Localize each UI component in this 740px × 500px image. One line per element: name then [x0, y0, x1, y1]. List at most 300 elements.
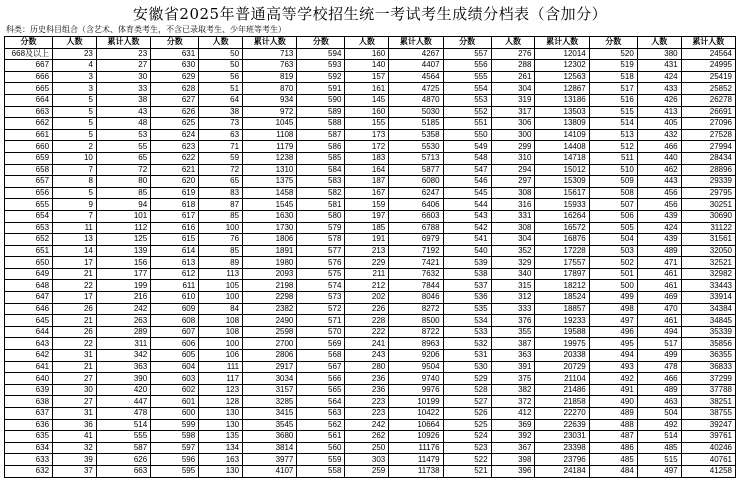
table-cell: 651 [5, 245, 53, 257]
table-cell: 555 [96, 431, 150, 443]
table-cell: 26 [53, 303, 97, 315]
table-cell: 185 [345, 222, 389, 234]
table-cell: 616 [151, 222, 199, 234]
column-header: 人数 [345, 37, 389, 49]
table-cell: 1108 [243, 129, 297, 141]
table-cell: 213 [345, 245, 389, 257]
table-cell: 443 [637, 176, 681, 188]
table-cell: 524 [443, 431, 491, 443]
table-cell: 4407 [389, 60, 443, 72]
table-cell: 23 [53, 48, 97, 60]
table-cell: 36833 [681, 361, 735, 373]
table-cell: 164 [345, 164, 389, 176]
table-row [5, 442, 736, 454]
table-cell: 21 [53, 315, 97, 327]
table-cell: 308 [491, 222, 535, 234]
table-cell: 308 [491, 187, 535, 199]
table-row [5, 292, 736, 304]
table-header-row [5, 37, 736, 49]
table-cell: 145 [345, 94, 389, 106]
table-cell: 342 [96, 350, 150, 362]
table-row [5, 257, 736, 269]
table-cell: 84 [199, 303, 243, 315]
table-cell: 934 [243, 94, 297, 106]
table-cell: 503 [589, 245, 637, 257]
table-cell: 242 [345, 419, 389, 431]
table-cell: 197 [345, 210, 389, 222]
column-header: 分数 [5, 37, 53, 49]
table-cell: 38 [96, 94, 150, 106]
table-cell: 543 [443, 210, 491, 222]
table-cell: 300 [491, 129, 535, 141]
column-header: 人数 [637, 37, 681, 49]
table-cell: 27994 [681, 141, 735, 153]
table-cell: 551 [443, 118, 491, 130]
table-cell: 628 [151, 83, 199, 95]
table-cell: 533 [443, 326, 491, 338]
table-cell: 9740 [389, 373, 443, 385]
table-cell: 463 [637, 396, 681, 408]
table-cell: 5 [53, 129, 97, 141]
table-cell: 515 [637, 454, 681, 466]
table-cell: 38755 [681, 408, 735, 420]
table-cell: 87 [199, 199, 243, 211]
table-cell: 34845 [681, 315, 735, 327]
table-cell: 4564 [389, 71, 443, 83]
table-cell: 497 [637, 465, 681, 477]
table-cell: 101 [96, 210, 150, 222]
table-cell: 654 [5, 210, 53, 222]
table-cell: 19233 [535, 315, 589, 327]
table-row [5, 315, 736, 327]
table-cell: 12563 [535, 71, 589, 83]
table-cell: 568 [297, 350, 345, 362]
table-cell: 560 [297, 442, 345, 454]
table-cell: 85 [96, 187, 150, 199]
table-cell: 559 [297, 454, 345, 466]
table-cell: 310 [491, 152, 535, 164]
table-cell: 641 [5, 361, 53, 373]
table-cell: 563 [297, 408, 345, 420]
table-cell: 519 [589, 60, 637, 72]
table-cell: 639 [5, 384, 53, 396]
table-cell: 6080 [389, 176, 443, 188]
table-cell: 396 [491, 465, 535, 477]
table-cell: 376 [491, 315, 535, 327]
table-cell: 556 [443, 60, 491, 72]
table-cell: 5877 [389, 164, 443, 176]
table-cell: 431 [637, 60, 681, 72]
table-cell: 5 [53, 106, 97, 118]
table-cell: 1045 [243, 118, 297, 130]
table-cell: 23 [96, 48, 150, 60]
table-cell: 540 [443, 245, 491, 257]
table-cell: 106 [199, 350, 243, 362]
table-cell: 599 [151, 419, 199, 431]
table-cell: 331 [491, 210, 535, 222]
table-cell: 226 [345, 303, 389, 315]
table-cell: 574 [297, 280, 345, 292]
table-cell: 657 [5, 176, 53, 188]
table-cell: 23398 [535, 442, 589, 454]
table-cell: 495 [589, 338, 637, 350]
table-cell: 489 [637, 245, 681, 257]
table-cell: 202 [345, 292, 389, 304]
table-cell: 2198 [243, 280, 297, 292]
table-cell: 83 [199, 187, 243, 199]
table-cell: 31 [53, 350, 97, 362]
table-row [5, 326, 736, 338]
table-row [5, 245, 736, 257]
table-cell: 26 [53, 326, 97, 338]
table-cell: 71 [199, 141, 243, 153]
table-cell: 37788 [681, 384, 735, 396]
table-cell: 456 [637, 187, 681, 199]
table-cell: 53 [96, 129, 150, 141]
table-cell: 10926 [389, 431, 443, 443]
table-cell: 31561 [681, 234, 735, 246]
table-cell: 494 [589, 350, 637, 362]
table-cell: 14 [53, 245, 97, 257]
table-cell: 15933 [535, 199, 589, 211]
table-cell: 22 [53, 338, 97, 350]
table-cell: 490 [589, 396, 637, 408]
table-cell: 363 [491, 350, 535, 362]
table-cell: 199 [96, 280, 150, 292]
table-cell: 183 [345, 152, 389, 164]
table-cell: 12302 [535, 60, 589, 72]
table-cell: 647 [5, 292, 53, 304]
table-cell: 611 [151, 280, 199, 292]
table-cell: 3 [53, 83, 97, 95]
table-cell: 16264 [535, 210, 589, 222]
table-cell: 662 [5, 118, 53, 130]
table-cell: 433 [637, 83, 681, 95]
table-cell: 4267 [389, 48, 443, 60]
table-cell: 38251 [681, 396, 735, 408]
table-cell: 25852 [681, 83, 735, 95]
table-cell: 9504 [389, 361, 443, 373]
table-cell: 597 [151, 442, 199, 454]
table-cell: 392 [491, 431, 535, 443]
table-cell: 541 [443, 234, 491, 246]
score-distribution-table [4, 36, 736, 478]
table-cell: 4725 [389, 83, 443, 95]
table-cell: 509 [589, 176, 637, 188]
table-cell: 41 [53, 431, 97, 443]
table-row [5, 338, 736, 350]
table-row [5, 361, 736, 373]
table-cell: 17 [53, 257, 97, 269]
table-cell: 15309 [535, 176, 589, 188]
table-cell: 633 [5, 454, 53, 466]
table-cell: 4107 [243, 465, 297, 477]
table-cell: 173 [345, 129, 389, 141]
table-cell: 516 [589, 94, 637, 106]
table-cell: 579 [297, 222, 345, 234]
table-cell: 39 [53, 454, 97, 466]
table-cell: 549 [443, 141, 491, 153]
table-cell: 28434 [681, 152, 735, 164]
table-cell: 363 [96, 361, 150, 373]
table-cell: 24995 [681, 60, 735, 72]
table-cell: 14109 [535, 129, 589, 141]
table-cell: 2490 [243, 315, 297, 327]
table-cell: 598 [151, 431, 199, 443]
table-cell: 2917 [243, 361, 297, 373]
page-title: 安徽省2025年普通高等学校招生统一考试考生成绩分档表（含加分） [132, 5, 608, 23]
table-cell: 85 [199, 210, 243, 222]
table-cell: 664 [5, 94, 53, 106]
table-cell: 16572 [535, 222, 589, 234]
table-cell: 582 [297, 187, 345, 199]
table-cell: 558 [297, 465, 345, 477]
table-cell: 424 [637, 71, 681, 83]
table-cell: 276 [491, 48, 535, 60]
table-cell: 216 [96, 292, 150, 304]
table-cell: 521 [443, 465, 491, 477]
table-cell: 7632 [389, 268, 443, 280]
table-cell: 10199 [389, 396, 443, 408]
table-cell: 12014 [535, 48, 589, 60]
table-cell: 605 [151, 350, 199, 362]
table-cell: 607 [151, 326, 199, 338]
table-cell: 5713 [389, 152, 443, 164]
table-cell: 531 [443, 350, 491, 362]
table-cell: 172 [345, 141, 389, 153]
table-cell: 620 [151, 176, 199, 188]
table-cell: 12867 [535, 83, 589, 95]
table-cell: 329 [491, 257, 535, 269]
table-cell: 515 [589, 106, 637, 118]
table-cell: 763 [243, 60, 297, 72]
table-cell: 648 [5, 280, 53, 292]
table-row [5, 164, 736, 176]
column-header: 分数 [589, 37, 637, 49]
table-cell: 352 [491, 245, 535, 257]
table-cell: 1458 [243, 187, 297, 199]
table-cell: 972 [243, 106, 297, 118]
table-cell: 478 [96, 408, 150, 420]
table-cell: 7844 [389, 280, 443, 292]
table-cell: 3680 [243, 431, 297, 443]
table-cell: 634 [5, 442, 53, 454]
table-cell: 20729 [535, 361, 589, 373]
table-cell: 3034 [243, 373, 297, 385]
table-cell: 6979 [389, 234, 443, 246]
table-cell: 294 [491, 164, 535, 176]
column-header: 累计人数 [243, 37, 297, 49]
table-cell: 59 [199, 152, 243, 164]
table-cell: 241 [345, 338, 389, 350]
table-cell: 387 [491, 338, 535, 350]
table-cell: 48 [96, 118, 150, 130]
table-cell: 1238 [243, 152, 297, 164]
table-cell: 565 [297, 384, 345, 396]
table-cell: 16876 [535, 234, 589, 246]
table-cell: 602 [151, 384, 199, 396]
table-cell: 11738 [389, 465, 443, 477]
table-cell: 222 [345, 326, 389, 338]
table-cell: 575 [297, 268, 345, 280]
table-cell: 391 [491, 361, 535, 373]
table-cell: 567 [297, 361, 345, 373]
table-cell: 608 [151, 315, 199, 327]
table-cell: 635 [5, 431, 53, 443]
table-cell: 456 [637, 199, 681, 211]
table-cell: 32 [53, 442, 97, 454]
table-cell: 1891 [243, 245, 297, 257]
table-cell: 3285 [243, 396, 297, 408]
table-cell: 440 [637, 152, 681, 164]
table-cell: 2093 [243, 268, 297, 280]
table-cell: 27 [53, 396, 97, 408]
table-row [5, 222, 736, 234]
table-cell: 113 [199, 268, 243, 280]
table-body [5, 48, 736, 477]
table-cell: 55 [96, 141, 150, 153]
table-cell: 39761 [681, 431, 735, 443]
table-cell: 13186 [535, 94, 589, 106]
table-cell: 64 [199, 94, 243, 106]
table-cell: 593 [297, 60, 345, 72]
table-cell: 140 [345, 60, 389, 72]
table-row [5, 396, 736, 408]
table-cell: 8722 [389, 326, 443, 338]
table-cell: 535 [443, 303, 491, 315]
table-cell: 536 [443, 292, 491, 304]
table-cell: 11479 [389, 454, 443, 466]
table-cell: 526 [443, 408, 491, 420]
table-cell: 128 [199, 396, 243, 408]
table-cell: 491 [589, 384, 637, 396]
table-cell: 604 [151, 361, 199, 373]
table-cell: 9206 [389, 350, 443, 362]
table-cell: 630 [151, 60, 199, 72]
table-cell: 261 [491, 71, 535, 83]
table-cell: 529 [443, 373, 491, 385]
table-cell: 17 [53, 292, 97, 304]
table-cell: 522 [443, 454, 491, 466]
table-row [5, 234, 736, 246]
table-cell: 6406 [389, 199, 443, 211]
table-cell: 3545 [243, 419, 297, 431]
column-header: 人数 [491, 37, 535, 49]
table-cell: 367 [491, 442, 535, 454]
table-cell: 405 [637, 118, 681, 130]
table-cell: 631 [151, 48, 199, 60]
table-cell: 548 [443, 152, 491, 164]
table-cell: 489 [637, 384, 681, 396]
table-cell: 2382 [243, 303, 297, 315]
table-cell: 511 [589, 152, 637, 164]
table-cell: 493 [589, 361, 637, 373]
table-cell: 50 [199, 48, 243, 60]
table-cell: 640 [5, 373, 53, 385]
table-cell: 17557 [535, 257, 589, 269]
table-cell: 288 [491, 60, 535, 72]
table-cell: 80 [96, 176, 150, 188]
table-cell: 306 [491, 118, 535, 130]
table-cell: 27528 [681, 129, 735, 141]
table-cell: 51 [199, 83, 243, 95]
table-cell: 1730 [243, 222, 297, 234]
table-cell: 223 [345, 408, 389, 420]
table-cell: 223 [345, 396, 389, 408]
table-cell: 212 [345, 280, 389, 292]
table-row [5, 350, 736, 362]
table-cell: 24184 [535, 465, 589, 477]
column-header: 累计人数 [681, 37, 735, 49]
table-cell: 8046 [389, 292, 443, 304]
table-row [5, 373, 736, 385]
table-cell: 487 [589, 431, 637, 443]
table-cell: 315 [491, 280, 535, 292]
table-cell: 303 [345, 454, 389, 466]
table-cell: 542 [443, 222, 491, 234]
table-cell: 552 [443, 106, 491, 118]
table-cell: 819 [243, 71, 297, 83]
table-cell: 638 [5, 396, 53, 408]
column-header: 分数 [443, 37, 491, 49]
table-row [5, 106, 736, 118]
table-row [5, 303, 736, 315]
table-cell: 40246 [681, 442, 735, 454]
table-cell: 32050 [681, 245, 735, 257]
table-cell: 547 [443, 164, 491, 176]
table-cell: 21104 [535, 373, 589, 385]
table-cell: 488 [589, 419, 637, 431]
table-cell: 17228 [535, 245, 589, 257]
table-cell: 108 [199, 326, 243, 338]
table-cell: 297 [491, 176, 535, 188]
table-cell: 35856 [681, 338, 735, 350]
table-cell: 2806 [243, 350, 297, 362]
table-cell: 155 [345, 118, 389, 130]
table-cell: 527 [443, 396, 491, 408]
table-cell: 514 [589, 118, 637, 130]
table-cell: 160 [345, 48, 389, 60]
table-cell: 499 [637, 350, 681, 362]
table-cell: 566 [297, 373, 345, 385]
table-cell: 319 [491, 94, 535, 106]
table-cell: 130 [199, 465, 243, 477]
table-cell: 243 [345, 350, 389, 362]
table-cell: 32982 [681, 268, 735, 280]
table-row [5, 94, 736, 106]
table-cell: 656 [5, 187, 53, 199]
table-cell: 603 [151, 373, 199, 385]
table-cell: 478 [637, 361, 681, 373]
table-cell: 506 [589, 210, 637, 222]
table-cell: 615 [151, 234, 199, 246]
table-cell: 100 [199, 222, 243, 234]
table-cell: 2700 [243, 338, 297, 350]
table-cell: 27096 [681, 118, 735, 130]
table-cell: 123 [199, 384, 243, 396]
table-cell: 35339 [681, 326, 735, 338]
table-cell: 26691 [681, 106, 735, 118]
table-cell: 130 [199, 408, 243, 420]
table-cell: 619 [151, 187, 199, 199]
table-cell: 242 [96, 303, 150, 315]
table-cell: 157 [345, 71, 389, 83]
table-cell: 584 [297, 164, 345, 176]
table-cell: 30 [53, 384, 97, 396]
table-cell: 112 [96, 222, 150, 234]
table-cell: 494 [637, 326, 681, 338]
table-cell: 461 [637, 315, 681, 327]
